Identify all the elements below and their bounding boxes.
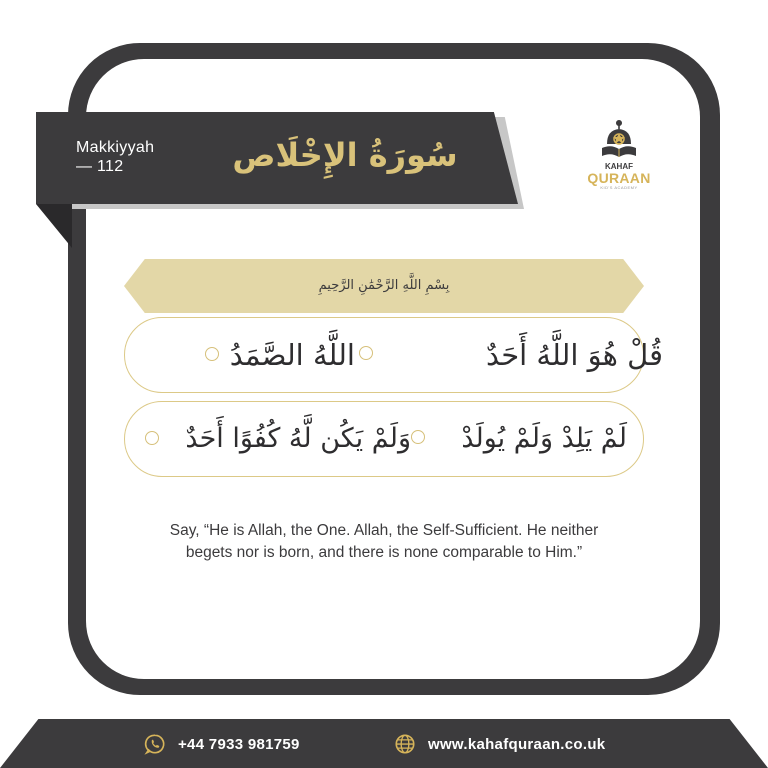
brand-name-top: KAHAF <box>605 162 633 171</box>
website-url: www.kahafquraan.co.uk <box>428 735 606 753</box>
phone-number: +44 7933 981759 <box>178 735 300 753</box>
website-link[interactable] <box>394 730 605 758</box>
whatsapp-icon <box>144 733 166 755</box>
brand-logo <box>584 118 654 196</box>
mosque-book-logo-icon <box>599 118 639 162</box>
verse-row-2 <box>124 401 644 477</box>
verse-row-1 <box>124 317 663 393</box>
verse-end-marker-icon <box>411 430 425 444</box>
globe-icon <box>394 733 416 755</box>
verse-2: اللَّهُ الصَّمَدُ <box>229 338 355 372</box>
revelation-type: Makkiyyah <box>76 139 155 156</box>
verse-4: وَلَمْ يَكُن لَّهُ كُفُوًا أَحَدٌ <box>185 423 411 454</box>
surah-number: — 112 <box>76 158 124 175</box>
surah-meta <box>76 138 154 176</box>
banner-fold <box>36 204 72 248</box>
brand-name-main: QURAAN <box>587 170 651 186</box>
verse-3: لَمْ يَلِدْ وَلَمْ يُولَدْ <box>461 423 627 454</box>
verse-end-marker-icon <box>359 346 373 360</box>
verse-end-marker-icon <box>205 347 219 361</box>
verse-1: قُلْ هُوَ اللَّهُ أَحَدٌ <box>485 338 663 372</box>
translation-text: Say, “He is Allah, the One. Allah, the Self-Sufficient. He neither begets nor is born, and there is none comparable to Him.” <box>169 522 599 561</box>
footer-bar <box>0 719 768 768</box>
brand-tagline: KID'S ACADEMY <box>600 185 638 190</box>
surah-title-arabic: سُورَةُ الإِخْلَاص <box>232 136 458 174</box>
verse-end-marker-icon <box>145 431 159 445</box>
bismillah-text: بِسْمِ اللَّهِ الرَّحْمَٰنِ الرَّحِيمِ <box>318 278 450 293</box>
phone-contact[interactable] <box>144 730 300 758</box>
